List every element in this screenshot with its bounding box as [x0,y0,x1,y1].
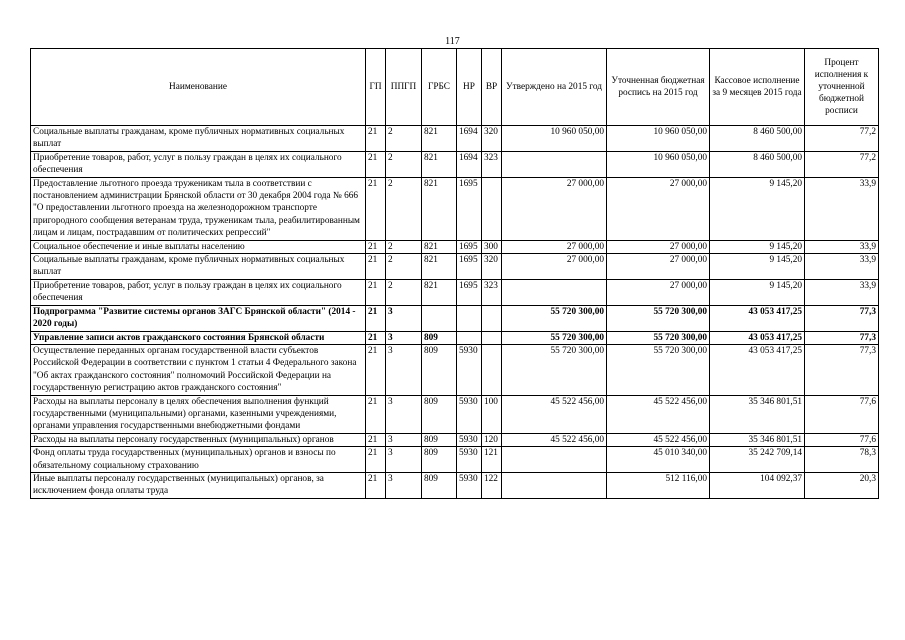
cell-vr: 121 [482,447,502,473]
cell-grbs: 821 [422,254,457,280]
cell-gp: 21 [366,344,386,395]
header-name: Наименование [31,49,366,126]
cell-grbs: 809 [422,433,457,446]
budget-table [30,48,879,499]
cell-np: 5930 [457,447,482,473]
cell-cash: 43 053 417,25 [710,305,805,331]
cell-cash: 9 145,20 [710,177,805,240]
cell-approved: 55 720 300,00 [502,305,607,331]
cell-percent: 33,9 [805,254,879,280]
cell-gp: 21 [366,279,386,305]
cell-cash: 8 460 500,00 [710,151,805,177]
cell-np: 1695 [457,177,482,240]
cell-refined: 27 000,00 [607,254,710,280]
cell-vr: 122 [482,472,502,498]
cell-cash: 9 145,20 [710,279,805,305]
cell-name: Социальное обеспечение и иные выплаты населению [31,240,366,253]
header-cash: Кассовое исполнение за 9 месяцев 2015 года [710,49,805,126]
cell-refined: 45 522 456,00 [607,395,710,433]
cell-vr [482,177,502,240]
cell-cash: 35 242 709,14 [710,447,805,473]
cell-grbs: 809 [422,395,457,433]
cell-np: 1694 [457,151,482,177]
cell-percent: 78,3 [805,447,879,473]
cell-percent: 77,6 [805,395,879,433]
cell-gp: 21 [366,472,386,498]
cell-np [457,305,482,331]
header-vr: ВР [482,49,502,126]
cell-cash: 43 053 417,25 [710,331,805,344]
cell-refined: 45 010 340,00 [607,447,710,473]
cell-cash: 43 053 417,25 [710,344,805,395]
cell-gp: 21 [366,305,386,331]
table-row [31,433,879,446]
cell-vr [482,305,502,331]
cell-grbs: 809 [422,331,457,344]
cell-approved [502,279,607,305]
cell-ppgp: 2 [386,254,422,280]
cell-ppgp: 3 [386,433,422,446]
cell-np: 5930 [457,433,482,446]
cell-name: Расходы на выплаты персоналу государственных (муниципальных) органов [31,433,366,446]
cell-refined: 27 000,00 [607,240,710,253]
cell-grbs: 809 [422,344,457,395]
cell-cash: 8 460 500,00 [710,126,805,152]
header-percent: Процент исполнения к уточненной бюджетной росписи [805,49,879,126]
cell-approved: 27 000,00 [502,177,607,240]
cell-vr: 100 [482,395,502,433]
cell-ppgp: 3 [386,447,422,473]
table-row [31,240,879,253]
cell-np: 5930 [457,344,482,395]
cell-percent: 77,2 [805,126,879,152]
cell-percent: 77,6 [805,433,879,446]
cell-gp: 21 [366,433,386,446]
cell-np [457,331,482,344]
cell-ppgp: 2 [386,126,422,152]
cell-ppgp: 3 [386,344,422,395]
cell-name: Социальные выплаты гражданам, кроме публичных нормативных социальных выплат [31,254,366,280]
cell-cash: 104 092,37 [710,472,805,498]
cell-name: Предоставление льготного проезда труженикам тыла в соответствии с постановлением администрации Брянской области от 30 декабря 2004 года № 666 "О предоставлении льготного проезда на железнодорожном транспорте пригородного сообщения ветеранам труда, труженикам тыла, реабилитированным лицам и лицам, пострадавшим от политических репрессий" [31,177,366,240]
header-refined: Уточненная бюджетная роспись на 2015 год [607,49,710,126]
cell-name: Подпрограмма "Развитие системы органов ЗАГС Брянской области" (2014 - 2020 годы) [31,305,366,331]
cell-name: Осуществление переданных органам государственной власти субъектов Российской Федерации в соответствии с пунктом 1 статьи 4 Федерального закона "Об актах гражданского состояния" полномочий Российской Федерации на государственную регистрацию актов гражданского состояния" [31,344,366,395]
cell-gp: 21 [366,177,386,240]
cell-ppgp: 2 [386,279,422,305]
cell-np: 5930 [457,472,482,498]
cell-approved [502,447,607,473]
cell-name: Социальные выплаты гражданам, кроме публичных нормативных социальных выплат [31,126,366,152]
cell-gp: 21 [366,126,386,152]
table-row [31,126,879,152]
table-row [31,344,879,395]
header-np: НР [457,49,482,126]
cell-approved: 27 000,00 [502,240,607,253]
cell-grbs: 809 [422,447,457,473]
cell-approved: 45 522 456,00 [502,433,607,446]
cell-grbs: 821 [422,126,457,152]
table-row [31,305,879,331]
cell-grbs: 809 [422,472,457,498]
cell-cash: 35 346 801,51 [710,433,805,446]
cell-vr: 300 [482,240,502,253]
cell-name: Расходы на выплаты персоналу в целях обеспечения выполнения функций государственными (муниципальными) органами, казенными учреждениями, органами управления государственными внебюджетными фондами [31,395,366,433]
cell-grbs: 821 [422,177,457,240]
cell-vr [482,344,502,395]
cell-cash: 9 145,20 [710,240,805,253]
table-row [31,151,879,177]
cell-vr [482,331,502,344]
cell-ppgp: 2 [386,177,422,240]
cell-name: Иные выплаты персоналу государственных (муниципальных) органов, за исключением фонда оплаты труда [31,472,366,498]
cell-np: 1695 [457,240,482,253]
cell-refined: 55 720 300,00 [607,344,710,395]
cell-approved: 10 960 050,00 [502,126,607,152]
table-body [31,126,879,499]
cell-refined: 512 116,00 [607,472,710,498]
cell-percent: 77,3 [805,331,879,344]
table-row [31,395,879,433]
cell-np: 1695 [457,279,482,305]
cell-np: 1695 [457,254,482,280]
cell-vr: 320 [482,126,502,152]
cell-gp: 21 [366,447,386,473]
table-row [31,447,879,473]
cell-ppgp: 2 [386,151,422,177]
table-row [31,472,879,498]
header-grbs: ГРБС [422,49,457,126]
cell-approved [502,151,607,177]
cell-approved: 27 000,00 [502,254,607,280]
cell-refined: 55 720 300,00 [607,331,710,344]
header-ppgp: ППГП [386,49,422,126]
cell-ppgp: 2 [386,240,422,253]
cell-gp: 21 [366,151,386,177]
cell-np: 5930 [457,395,482,433]
cell-gp: 21 [366,331,386,344]
cell-refined: 27 000,00 [607,279,710,305]
cell-gp: 21 [366,395,386,433]
cell-percent: 20,3 [805,472,879,498]
cell-refined: 27 000,00 [607,177,710,240]
cell-ppgp: 3 [386,472,422,498]
header-gp: ГП [366,49,386,126]
table-row [31,177,879,240]
cell-name: Приобретение товаров, работ, услуг в пользу граждан в целях их социального обеспечения [31,151,366,177]
cell-vr: 120 [482,433,502,446]
cell-grbs: 821 [422,240,457,253]
cell-gp: 21 [366,254,386,280]
cell-vr: 323 [482,151,502,177]
cell-refined: 45 522 456,00 [607,433,710,446]
cell-approved: 55 720 300,00 [502,331,607,344]
table-row [31,254,879,280]
cell-vr: 323 [482,279,502,305]
cell-percent: 33,9 [805,177,879,240]
cell-percent: 33,9 [805,279,879,305]
cell-ppgp: 3 [386,305,422,331]
cell-cash: 9 145,20 [710,254,805,280]
cell-refined: 10 960 050,00 [607,151,710,177]
table-row [31,279,879,305]
cell-vr: 320 [482,254,502,280]
cell-ppgp: 3 [386,395,422,433]
cell-gp: 21 [366,240,386,253]
cell-approved: 55 720 300,00 [502,344,607,395]
cell-name: Управление записи актов гражданского состояния Брянской области [31,331,366,344]
cell-grbs [422,305,457,331]
cell-cash: 35 346 801,51 [710,395,805,433]
cell-name: Фонд оплаты труда государственных (муниципальных) органов и взносы по обязательному социальному страхованию [31,447,366,473]
cell-percent: 77,2 [805,151,879,177]
cell-approved [502,472,607,498]
cell-ppgp: 3 [386,331,422,344]
cell-refined: 55 720 300,00 [607,305,710,331]
cell-name: Приобретение товаров, работ, услуг в пользу граждан в целях их социального обеспечения [31,279,366,305]
cell-approved: 45 522 456,00 [502,395,607,433]
page-number: 117 [445,36,460,47]
table-row [31,331,879,344]
header-approved: Утверждено на 2015 год [502,49,607,126]
cell-percent: 33,9 [805,240,879,253]
cell-grbs: 821 [422,151,457,177]
cell-refined: 10 960 050,00 [607,126,710,152]
cell-np: 1694 [457,126,482,152]
cell-percent: 77,3 [805,344,879,395]
cell-grbs: 821 [422,279,457,305]
header-row [31,49,879,126]
cell-percent: 77,3 [805,305,879,331]
